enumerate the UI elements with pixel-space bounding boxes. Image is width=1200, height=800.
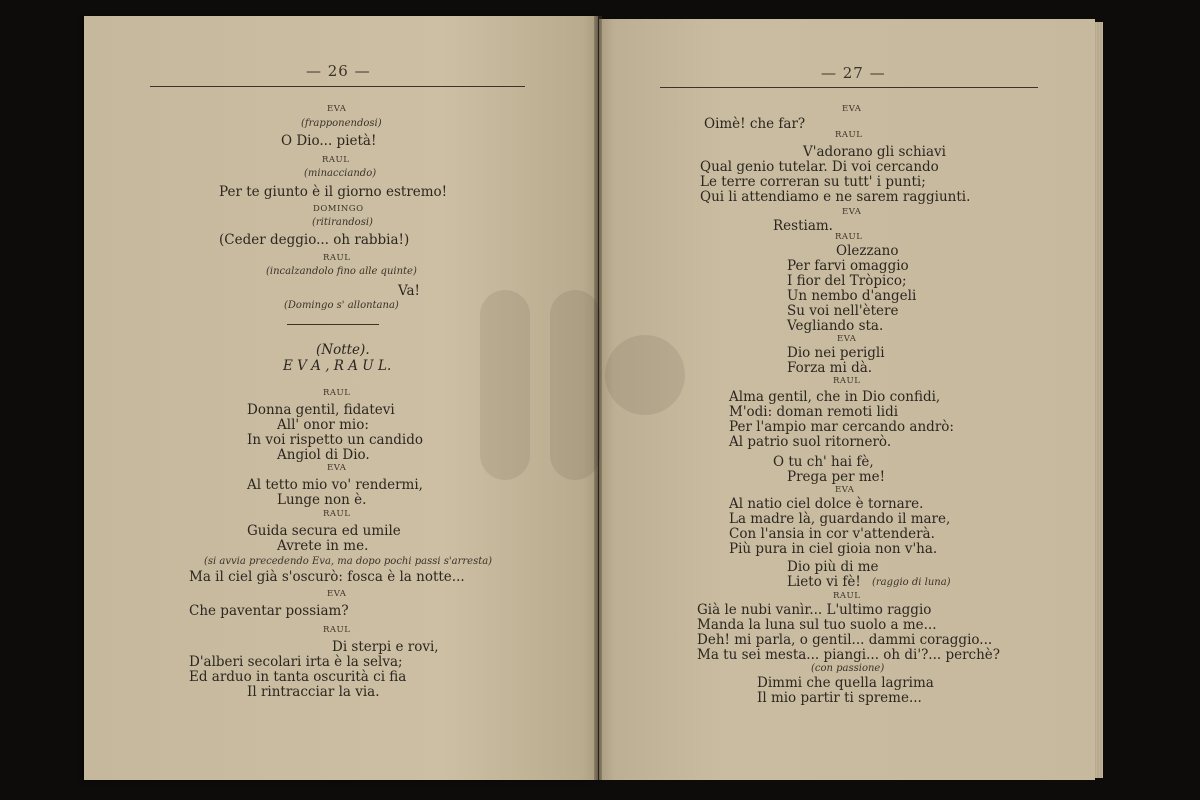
verse-line: Lieto vi fè!: [787, 574, 861, 590]
verse-line: M'odi: doman remoti lidi: [729, 404, 899, 420]
speaker-name: EVA: [837, 334, 857, 344]
verse-line: V'adorano gli schiavi: [803, 144, 946, 160]
speaker-name: EVA: [327, 104, 347, 114]
verse-line: I fior del Tròpico;: [787, 273, 907, 289]
verse-line: Di sterpi e rovi,: [332, 639, 439, 655]
verse-line: Olezzano: [836, 243, 899, 259]
left-page-number: — 26 —: [306, 62, 371, 80]
verse-line: Su voi nell'ètere: [787, 303, 899, 319]
speaker-name: EVA: [842, 104, 862, 114]
right-page-number: — 27 —: [821, 64, 886, 82]
verse-line: All' onor mio:: [277, 417, 369, 433]
verse-line: E V A , R A U L.: [283, 358, 392, 374]
verse-line: Per farvi omaggio: [787, 258, 909, 274]
verse-line: Le terre correran su tutt' i punti;: [700, 174, 926, 190]
speaker-name: RAUL: [833, 376, 861, 386]
speaker-name: EVA: [842, 207, 862, 217]
stage-direction: (raggio di luna): [872, 577, 951, 588]
stage-direction: (minacciando): [304, 168, 377, 179]
verse-line: O Dio... pietà!: [281, 133, 377, 149]
right-header-rule: [660, 87, 1038, 88]
speaker-name: RAUL: [833, 591, 861, 601]
verse-line: D'alberi secolari irta è la selva;: [189, 654, 403, 670]
verse-line: Prega per me!: [787, 469, 886, 485]
speaker-name: RAUL: [323, 388, 351, 398]
verse-line: Dio più di me: [787, 559, 879, 575]
verse-line: Lunge non è.: [277, 492, 367, 508]
verse-line: La madre là, guardando il mare,: [729, 511, 951, 527]
watermark-logo: [450, 270, 690, 500]
verse-line: Avrete in me.: [277, 538, 369, 554]
verse-line: Al natio ciel dolce è tornare.: [729, 496, 924, 512]
scene-divider: [287, 324, 379, 325]
verse-line: Per te giunto è il giorno estremo!: [219, 184, 448, 200]
verse-line: Ed arduo in tanta oscurità ci fia: [189, 669, 407, 685]
verse-line: (Ceder deggio... oh rabbia!): [219, 232, 410, 248]
speaker-name: RAUL: [323, 253, 351, 263]
stage-direction: (frapponendosi): [301, 118, 382, 129]
speaker-name: RAUL: [835, 130, 863, 140]
verse-line: Ma tu sei mesta... piangi... oh di'?... perchè?: [697, 647, 1001, 663]
speaker-name: DOMINGO: [313, 204, 364, 214]
verse-line: (Notte).: [316, 342, 370, 358]
verse-line: Vegliando sta.: [787, 318, 884, 334]
speaker-name: RAUL: [323, 625, 351, 635]
speaker-name: RAUL: [322, 155, 350, 165]
verse-line: In voi rispetto un candido: [247, 432, 423, 448]
verse-line: Dimmi che quella lagrima: [757, 675, 934, 691]
verse-line: Restiam.: [773, 218, 833, 234]
speaker-name: EVA: [327, 589, 347, 599]
page-edges: [1095, 22, 1103, 778]
verse-line: Qui li attendiamo e ne sarem raggiunti.: [700, 189, 971, 205]
verse-line: Donna gentil, fidatevi: [247, 402, 395, 418]
verse-line: Va!: [398, 283, 420, 299]
verse-line: Per l'ampio mar cercando andrò:: [729, 419, 954, 435]
verse-line: Più pura in ciel gioia non v'ha.: [729, 541, 938, 557]
verse-line: O tu ch' hai fè,: [773, 454, 874, 470]
stage-direction: (con passione): [811, 663, 885, 674]
stage-direction: (si avvia precedendo Eva, ma dopo pochi passi s'arresta): [204, 556, 493, 567]
verse-line: Manda la luna sul tuo suolo a me...: [697, 617, 937, 633]
verse-line: Deh! mi parla, o gentil... dammi coraggio...: [697, 632, 993, 648]
verse-line: Forza mi dà.: [787, 360, 873, 376]
verse-line: Al tetto mio vo' rendermi,: [247, 477, 423, 493]
verse-line: Un nembo d'angeli: [787, 288, 917, 304]
verse-line: Oimè! che far?: [704, 116, 806, 132]
verse-line: Il rintracciar la via.: [247, 684, 380, 700]
verse-line: Guida secura ed umile: [247, 523, 401, 539]
stage-direction: (incalzandolo fino alle quinte): [266, 266, 417, 277]
verse-line: Qual genio tutelar. Di voi cercando: [700, 159, 939, 175]
verse-line: Con l'ansia in cor v'attenderà.: [729, 526, 935, 542]
verse-line: Al patrio suol ritornerò.: [729, 434, 892, 450]
verse-line: Dio nei perigli: [787, 345, 885, 361]
speaker-name: EVA: [327, 463, 347, 473]
speaker-name: EVA: [835, 485, 855, 495]
verse-line: Già le nubi vanìr... L'ultimo raggio: [697, 602, 932, 618]
verse-line: Ma il ciel già s'oscurò: fosca è la notte...: [189, 569, 465, 585]
verse-line: Angiol di Dio.: [277, 447, 370, 463]
verse-line: Che paventar possiam?: [189, 603, 349, 619]
stage-direction: (Domingo s' allontana): [284, 300, 399, 311]
verse-line: Alma gentil, che in Dio confidi,: [729, 389, 941, 405]
left-header-rule: [150, 86, 525, 87]
speaker-name: RAUL: [835, 232, 863, 242]
speaker-name: RAUL: [323, 509, 351, 519]
stage-direction: (ritirandosi): [312, 217, 373, 228]
verse-line: Il mio partir ti spreme...: [757, 690, 922, 706]
